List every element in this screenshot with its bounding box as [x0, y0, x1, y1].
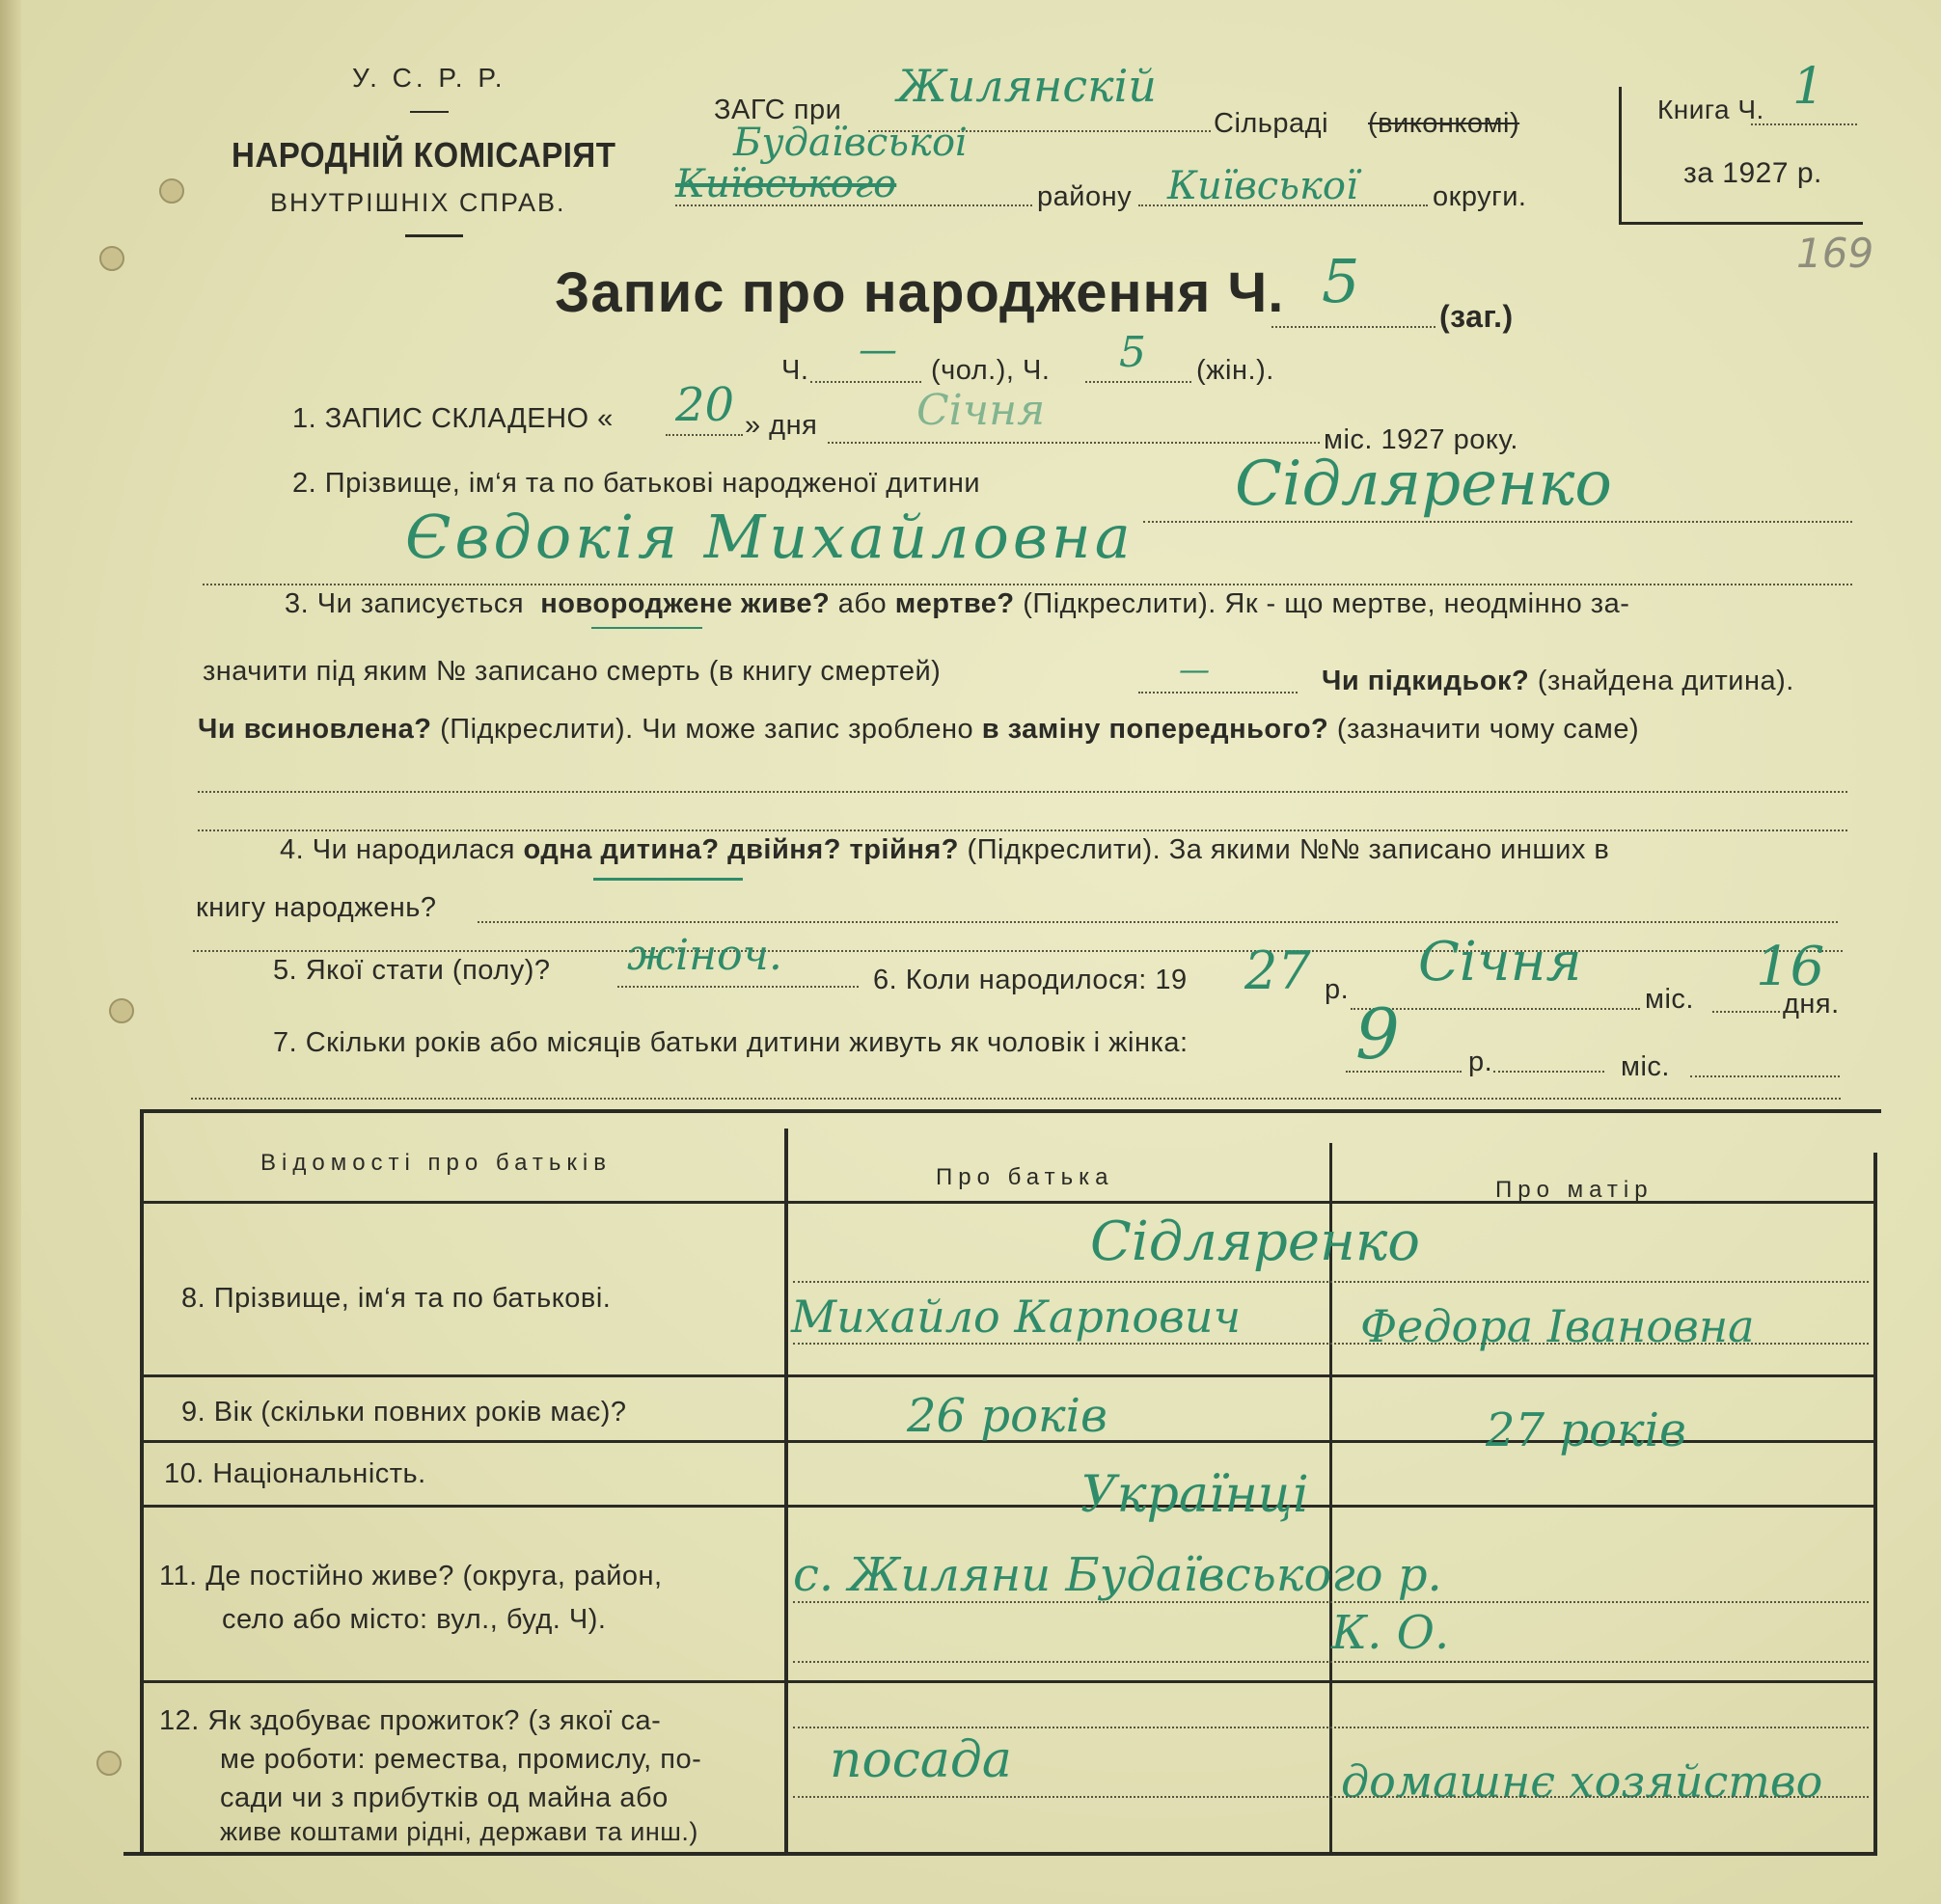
f5-label: 5. Якої стати (полу)?	[273, 955, 551, 986]
dotted-line	[1138, 692, 1298, 694]
punch-hole	[96, 1751, 122, 1776]
table-header-mother: Про матір	[1495, 1177, 1654, 1203]
zags-value: Жилянскій	[897, 60, 1157, 112]
district-value: Будаївськоі	[733, 121, 968, 165]
row-name-father: Михайло Карпович	[791, 1291, 1242, 1343]
f6-mis: міс.	[1645, 984, 1694, 1015]
f6-dnya: дня.	[1783, 989, 1840, 1020]
underline-mark	[593, 878, 743, 881]
dotted-line	[198, 791, 1847, 793]
dotted-line	[793, 1281, 1869, 1283]
f6-day: 16	[1756, 936, 1825, 998]
f2-surname: Сідляренко	[1235, 449, 1612, 520]
dotted-line	[198, 830, 1847, 831]
title-number: 5	[1322, 246, 1360, 316]
dotted-line	[793, 1343, 1869, 1345]
dotted-line	[478, 921, 1838, 923]
header-dept: ВНУТРІШНІХ СПРАВ.	[270, 188, 566, 217]
underline-mark	[591, 627, 702, 629]
table-header-father: Про батька	[936, 1164, 1114, 1190]
dotted-line	[1712, 1011, 1780, 1013]
f6-month: Січня	[1418, 931, 1582, 993]
table-col-divider	[784, 1129, 788, 1854]
dotted-line	[828, 442, 1320, 444]
divider	[410, 111, 449, 113]
dotted-line	[191, 1098, 1841, 1100]
f7-r: р.	[1468, 1047, 1493, 1077]
f1-mid: » дня	[745, 410, 818, 441]
dotted-line	[666, 434, 743, 436]
page-edge	[0, 0, 21, 1904]
raionu-label: району	[1037, 181, 1133, 212]
table-row-divider	[140, 1505, 1876, 1508]
silradi-label: Сільраді	[1214, 108, 1329, 139]
header-commissariat: НАРОДНІЙ КОМІСАРІЯТ	[232, 135, 616, 175]
f1-label: 1. ЗАПИС СКЛАДЕНО «	[292, 403, 614, 434]
f6-label: 6. Коли народилося: 19	[873, 965, 1188, 995]
row-name-label: 8. Прізвище, ім‘я та по батькові.	[181, 1283, 612, 1314]
row-residence-label-2: село або місто: вул., буд. Ч).	[222, 1604, 607, 1635]
header-state: У. С. Р. Р.	[352, 63, 506, 93]
dotted-line	[675, 204, 1032, 206]
row-income-label: 12. Як здобуває прожиток? (з якої са-	[159, 1705, 662, 1736]
f4-line2: книгу народжень?	[196, 892, 437, 923]
dotted-line	[793, 1796, 1869, 1798]
row-age-label: 9. Вік (скільки повних років має)?	[181, 1397, 627, 1428]
row-residence-label: 11. Де постійно живе? (округа, район,	[159, 1561, 663, 1591]
page-number: 169	[1796, 230, 1874, 277]
dotted-line	[1143, 521, 1852, 523]
sub-zhin: (жін.).	[1196, 355, 1274, 386]
dotted-line	[810, 381, 921, 383]
dotted-line	[793, 1661, 1869, 1663]
row-income-label-2: ме роботи: ремества, промислу, по-	[220, 1744, 702, 1775]
row-income-label-3: сади чи з прибутків од майна або	[220, 1782, 669, 1813]
dotted-line	[1085, 381, 1191, 383]
f7-label: 7. Скільки років або місяців батьки дитини живуть як чоловік і жінка:	[273, 1027, 1189, 1058]
f7-years: 9	[1355, 993, 1400, 1074]
f3-found: Чи підкидьок? (знайдена дитина).	[1322, 666, 1794, 696]
row-age-father: 26 років	[907, 1389, 1107, 1443]
row-nationality-value: Українці	[1080, 1466, 1309, 1524]
sub-chol: (чол.), Ч.	[931, 355, 1051, 386]
punch-hole	[109, 998, 134, 1023]
okruhy-label: округи.	[1433, 181, 1527, 212]
row-nationality-label: 10. Національність.	[164, 1458, 426, 1489]
book-label: Книга Ч.	[1657, 95, 1764, 124]
row-income-label-4: живе коштами рідні, держави та инш.)	[220, 1817, 698, 1846]
f6-r: р.	[1325, 974, 1350, 1005]
f2-name: Євдокія Михайловна	[405, 502, 1135, 572]
zhin-value: 5	[1119, 328, 1146, 377]
row-age-mother: 27 років	[1486, 1403, 1686, 1457]
district-struck: Київського	[675, 162, 897, 206]
table-header-info: Відомості про батьків	[260, 1150, 612, 1176]
okruha-value: Київської	[1167, 164, 1358, 208]
table-row-divider	[140, 1680, 1876, 1683]
row-name-mother: Федора Івановна	[1360, 1300, 1755, 1352]
dotted-line	[793, 1601, 1869, 1603]
vykonkomi-label: (виконкомі)	[1368, 108, 1520, 139]
f5-value: жіноч.	[627, 931, 782, 980]
f7-mis: міс.	[1621, 1051, 1670, 1082]
dotted-line	[1690, 1075, 1840, 1077]
dotted-line	[203, 584, 1852, 585]
dotted-line	[1271, 326, 1435, 328]
f3-line3: Чи всиновлена? (Підкреслити). Чи може запис зроблено в заміну попереднього? (зазначити чому саме)	[198, 714, 1640, 745]
f1-tail: міс. 1927 року.	[1324, 424, 1518, 455]
dotted-line	[1751, 123, 1857, 125]
sub-ch: Ч.	[781, 355, 809, 386]
dotted-line	[1138, 204, 1428, 206]
table-row-divider	[140, 1374, 1876, 1377]
row-name-surname: Сідляренко	[1090, 1210, 1421, 1273]
f3-line2: значити під яким № записано смерть (в книгу смертей)	[203, 656, 942, 687]
divider	[405, 234, 463, 237]
title-zag: (заг.)	[1439, 299, 1514, 334]
row-income-mother: домашнє хозяйство	[1341, 1755, 1823, 1808]
f3-label: 3. Чи записується новороджене живе? або мертве? (Підкреслити). Як - що мертве, неодмінно за-	[285, 588, 1630, 619]
row-residence-value: с. Жиляни Будаївського р.	[793, 1548, 1442, 1602]
table-border-top	[140, 1109, 1881, 1113]
book-year: за 1927 р.	[1683, 157, 1822, 189]
dotted-line	[617, 986, 859, 988]
f2-label: 2. Прізвище, ім‘я та по батькові народженої дитини	[292, 468, 981, 499]
book-value: 1	[1792, 58, 1825, 116]
row-income-father: посада	[830, 1731, 1012, 1789]
dotted-line	[793, 1727, 1869, 1728]
f1-day: 20	[675, 378, 735, 432]
f6-year: 27	[1244, 940, 1311, 1001]
dotted-line	[1346, 1071, 1462, 1073]
row-residence-value-2: К. О.	[1331, 1606, 1450, 1660]
table-border-right	[1873, 1153, 1877, 1854]
f1-month: Січня	[916, 386, 1046, 435]
dotted-line	[193, 950, 1843, 952]
f3-death-value: —	[1179, 651, 1210, 688]
table-border-left	[140, 1109, 144, 1854]
zags-prefix: ЗАГС при	[714, 95, 842, 125]
chol-value: —	[859, 328, 897, 372]
page-title: Запис про народження Ч.	[555, 261, 1285, 324]
punch-hole	[159, 178, 184, 204]
dotted-line	[1493, 1071, 1604, 1073]
table-border-bottom	[123, 1852, 1877, 1856]
f4-label: 4. Чи народилася одна дитина? двійня? трійня? (Підкреслити). За якими №№ записано инших в	[280, 834, 1610, 865]
punch-hole	[99, 246, 124, 271]
